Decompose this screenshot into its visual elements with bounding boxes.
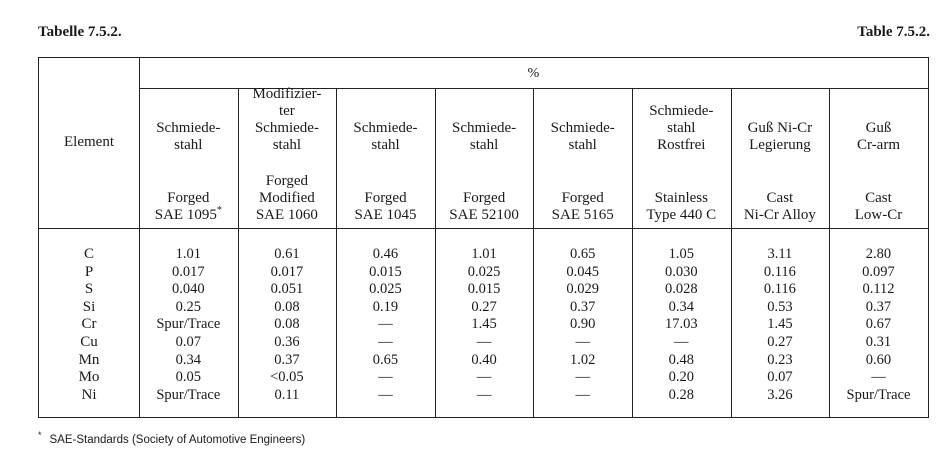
column-header-english: [435, 190, 534, 224]
header-line: SAE 5165: [551, 207, 614, 223]
table-cell: 0.025: [467, 263, 501, 280]
table-cell: 0.11: [274, 386, 300, 403]
header-line: Schmiede-: [254, 120, 319, 136]
table-cell: 0.097: [862, 263, 895, 280]
header-line: Type 440 C: [646, 207, 717, 223]
header-line: Forged: [265, 173, 308, 189]
column-values: [435, 246, 534, 404]
table-cell: 0.25: [175, 298, 201, 315]
column-values: [336, 246, 435, 404]
table-cell: 0.07: [175, 333, 201, 350]
element-labels: [39, 246, 139, 404]
header-line: Legierung: [749, 137, 811, 153]
footnote: [38, 430, 305, 446]
column-header-english: [632, 190, 731, 224]
table-cell: 0.029: [566, 281, 599, 298]
table-cell: 0.37: [570, 298, 596, 315]
table-cell: 0.34: [175, 351, 201, 368]
table-cell: 0.030: [664, 263, 698, 280]
table-cell: 0.40: [471, 351, 497, 368]
header-line: SAE 52100: [449, 207, 519, 223]
table-cell: —: [378, 333, 393, 350]
table-cell: 0.19: [372, 298, 399, 315]
header-line: Forged: [364, 190, 407, 206]
table-cell: —: [575, 386, 590, 403]
column-header-german: [829, 120, 928, 154]
table-cell: —: [476, 386, 492, 403]
table-cell: 0.90: [570, 316, 596, 333]
table-title-de: Tabelle 7.5.2.: [38, 24, 122, 40]
header-line: Schmiede-: [353, 120, 418, 136]
table-cell: 0.36: [274, 333, 300, 350]
table-cell: 0.017: [270, 263, 304, 280]
table-cell: 0.60: [865, 351, 892, 368]
element-header: Element: [64, 134, 114, 150]
table-cell: 17.03: [664, 316, 698, 333]
table-cell: 0.015: [467, 281, 501, 298]
column-header-german: [632, 103, 731, 154]
table-cell: 0.61: [274, 246, 300, 262]
percent-header: %: [527, 66, 540, 81]
table-cell: 1.05: [668, 246, 694, 262]
header-line: Low-Cr: [854, 207, 903, 223]
header-line: Guß Ni-Cr: [747, 120, 813, 136]
table-title-en: Table 7.5.2.: [857, 24, 930, 40]
header-line: Forged: [462, 190, 506, 206]
table-cell: Spur/Trace: [156, 316, 221, 333]
column-header: [632, 92, 731, 224]
header-line: Stainless: [654, 190, 708, 206]
header-line: stahl: [174, 137, 203, 153]
table-cell: 0.65: [570, 246, 596, 262]
table-cell: 1.45: [471, 316, 497, 333]
table-cell: 0.37: [865, 298, 892, 315]
table-cell: 1.01: [175, 246, 201, 262]
header-line: Schmiede-: [156, 120, 221, 136]
header-line: Schmiede-: [649, 103, 714, 119]
column-header: [238, 86, 337, 224]
header-line: stahl: [568, 137, 597, 153]
table-cell: Spur/Trace: [846, 386, 911, 403]
column-values: [731, 246, 830, 404]
header-line: Modified: [258, 190, 315, 206]
table-cell: —: [871, 369, 886, 386]
footnote-text: SAE-Standards (Society of Automotive Engineers): [49, 433, 306, 446]
element-label: Mo: [78, 369, 100, 386]
table-cell: 0.20: [668, 369, 694, 386]
table-cell: 3.26: [767, 386, 793, 403]
element-label: Cu: [80, 333, 98, 350]
footnote-marker: *: [38, 430, 42, 440]
table-cell: 1.02: [570, 351, 596, 368]
column-header: [435, 92, 534, 224]
column-values: [829, 246, 928, 404]
header-line-text: SAE 1095: [154, 207, 217, 223]
table-cell: 0.028: [664, 281, 698, 298]
header-line: Ni-Cr Alloy: [743, 207, 816, 223]
table-cell: 0.53: [767, 298, 793, 315]
table-cell: —: [476, 333, 492, 350]
header-line: Schmiede-: [550, 120, 615, 136]
column-header-german: [533, 120, 632, 154]
table-cell: 1.01: [471, 246, 497, 262]
table-cell: 0.025: [369, 281, 402, 298]
column-values: [533, 246, 632, 404]
header-line: Forged: [561, 190, 604, 206]
column-header-english: [533, 190, 632, 224]
header-line: stahl: [667, 120, 696, 136]
header-line: [139, 207, 238, 224]
column-header-german: [435, 120, 534, 154]
column-values: [632, 246, 731, 404]
column-header: [829, 92, 928, 224]
column-header-english: [139, 190, 238, 224]
column-header: [336, 92, 435, 224]
table-cell: 0.46: [372, 246, 399, 262]
header-line: stahl: [272, 137, 302, 153]
header-line: Cast: [766, 190, 794, 206]
element-label: S: [84, 281, 94, 298]
table-cell: 0.040: [171, 281, 205, 298]
column-header-german: [731, 120, 830, 154]
column-header-english: [238, 173, 337, 224]
table-cell: 0.67: [865, 316, 892, 333]
table-cell: 2.80: [865, 246, 892, 262]
table-cell: 0.23: [767, 351, 793, 368]
table-cell: 0.37: [274, 351, 300, 368]
element-label: Ni: [81, 386, 97, 403]
table-cell: 0.112: [862, 281, 895, 298]
header-line: Forged: [167, 190, 210, 206]
table-cell: 0.65: [372, 351, 399, 368]
table-cell: 0.07: [767, 369, 793, 386]
footnote-ref-marker: *: [216, 205, 222, 216]
table-cell: 0.48: [668, 351, 694, 368]
table-cell: <0.05: [270, 369, 304, 386]
table-cell: —: [378, 369, 393, 386]
table-cell: 3.11: [767, 246, 793, 262]
element-label: C: [83, 246, 94, 262]
column-header-german: [238, 86, 337, 154]
header-line: stahl: [469, 137, 499, 153]
column-header-english: [829, 190, 928, 224]
table-cell: 1.45: [767, 316, 793, 333]
table-cell: 0.31: [865, 333, 892, 350]
table-cell: 0.08: [274, 316, 300, 333]
column-header: [731, 92, 830, 224]
header-line: Guß: [865, 120, 892, 136]
column-header-english: [336, 190, 435, 224]
table-cell: 0.28: [668, 386, 694, 403]
header-line: Cast: [865, 190, 892, 206]
column-values: [139, 246, 238, 404]
header-line: SAE 1060: [255, 207, 318, 223]
table-cell: —: [378, 386, 393, 403]
element-label: P: [84, 263, 94, 280]
table-cell: 0.27: [767, 333, 793, 350]
table-cell: —: [378, 316, 393, 333]
column-header-german: [139, 120, 238, 154]
element-label: Si: [82, 298, 96, 315]
table-cell: 0.017: [171, 263, 205, 280]
column-header: [533, 92, 632, 224]
header-line: Modifizier-: [252, 86, 322, 102]
header-line: SAE 1045: [354, 207, 417, 223]
table-cell: 0.05: [175, 369, 201, 386]
element-label: Mn: [78, 351, 100, 368]
header-line: stahl: [371, 137, 400, 153]
column-header-english: [731, 190, 830, 224]
table-cell: —: [575, 333, 590, 350]
column-header: [139, 92, 238, 224]
table-cell: 0.116: [763, 263, 796, 280]
header-line: ter: [278, 103, 295, 119]
column-header-german: [336, 120, 435, 154]
table-cell: Spur/Trace: [156, 386, 221, 403]
rule-under-header: [39, 228, 928, 229]
table-cell: 0.34: [668, 298, 694, 315]
header-line: Cr-arm: [856, 137, 900, 153]
table-cell: 0.27: [471, 298, 497, 315]
table-cell: 0.08: [274, 298, 300, 315]
header-line: Schmiede-: [452, 120, 517, 136]
table-cell: 0.116: [763, 281, 796, 298]
composition-table: [38, 57, 929, 418]
table-cell: —: [575, 369, 590, 386]
header-line: Rostfrei: [657, 137, 706, 153]
table-cell: —: [476, 369, 492, 386]
table-cell: —: [674, 333, 689, 350]
element-label: Cr: [81, 316, 97, 333]
column-values: [238, 246, 337, 404]
table-cell: 0.051: [270, 281, 304, 298]
table-cell: 0.045: [566, 263, 599, 280]
table-cell: 0.015: [369, 263, 402, 280]
